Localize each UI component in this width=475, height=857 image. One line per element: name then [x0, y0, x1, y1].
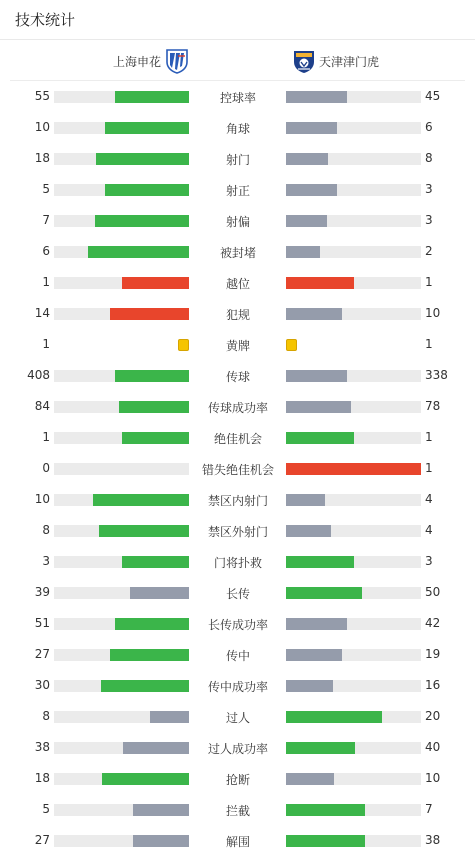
home-stat-value: 10 [34, 492, 50, 506]
stats-header [0, 0, 475, 40]
stat-label: 犯规 [225, 308, 250, 322]
home-stat-bar [99, 525, 189, 537]
home-stat-bar [133, 804, 189, 816]
stat-label: 禁区外射门 [207, 525, 268, 539]
home-stat-bar-track [54, 215, 189, 227]
away-stat-bar [286, 618, 347, 630]
home-stat-bar-track [54, 556, 189, 568]
stat-row [0, 423, 475, 454]
stat-label: 长传成功率 [207, 618, 268, 632]
away-stat-bar-track [286, 463, 421, 475]
home-stat-bar [88, 246, 189, 258]
away-stat-bar [286, 463, 421, 475]
away-stat-value: 3 [425, 182, 433, 196]
stat-label: 过人成功率 [207, 742, 268, 756]
home-stat-value: 51 [34, 616, 50, 630]
away-stat-bar-track [286, 711, 421, 723]
teams-header [10, 40, 465, 81]
home-stat-bar [122, 556, 190, 568]
stat-row [0, 609, 475, 640]
home-stat-bar-track [54, 742, 189, 754]
stat-label: 传中 [225, 649, 250, 663]
home-stat-bar [122, 432, 190, 444]
stat-row [0, 113, 475, 144]
home-stat-bar [101, 680, 189, 692]
home-stat-bar-track [54, 618, 189, 630]
stat-label: 过人 [225, 711, 250, 725]
away-stat-bar [286, 494, 325, 506]
stat-label: 角球 [225, 122, 250, 136]
away-stat-bar [286, 308, 342, 320]
home-stat-bar-track [54, 463, 189, 475]
away-stat-bar-track [286, 618, 421, 630]
away-stat-bar-track [286, 184, 421, 196]
stat-label: 禁区内射门 [207, 494, 268, 508]
away-stat-bar-track [286, 308, 421, 320]
away-stat-bar [286, 122, 337, 134]
away-stat-bar [286, 184, 337, 196]
away-stat-bar [286, 773, 334, 785]
home-stat-value: 5 [42, 182, 50, 196]
away-stat-bar [286, 91, 347, 103]
home-stat-value: 10 [34, 120, 50, 134]
home-yellow-card-icon [178, 339, 189, 351]
home-stat-bar-track [54, 184, 189, 196]
away-stat-value: 10 [425, 771, 441, 785]
away-stat-value: 4 [425, 492, 433, 506]
away-stat-bar-track [286, 494, 421, 506]
away-stat-value: 38 [425, 833, 441, 847]
home-stat-bar [133, 835, 189, 847]
stat-label: 被封堵 [219, 246, 256, 260]
home-stat-value: 1 [42, 337, 50, 351]
home-stat-bar-track [54, 835, 189, 847]
stat-row [0, 330, 475, 361]
away-stat-bar [286, 401, 351, 413]
stat-label: 越位 [225, 277, 250, 291]
away-stat-bar [286, 587, 362, 599]
stat-row [0, 485, 475, 516]
stat-row [0, 702, 475, 733]
away-stat-value: 6 [425, 120, 433, 134]
stat-row [0, 640, 475, 671]
away-stat-bar [286, 153, 328, 165]
away-stat-value: 3 [425, 554, 433, 568]
home-stat-value: 1 [42, 275, 50, 289]
away-stat-value: 45 [425, 89, 441, 103]
home-stat-value: 27 [34, 647, 50, 661]
away-stat-value: 10 [425, 306, 441, 320]
home-stat-bar-track [54, 680, 189, 692]
away-stat-bar [286, 215, 327, 227]
away-stat-bar [286, 711, 382, 723]
home-stat-value: 5 [42, 802, 50, 816]
stat-row [0, 268, 475, 299]
stat-label: 抢断 [225, 773, 250, 787]
away-stat-bar [286, 835, 365, 847]
away-stat-bar [286, 804, 365, 816]
stat-row [0, 392, 475, 423]
stat-row [0, 299, 475, 330]
home-stat-bar [95, 215, 190, 227]
stat-row [0, 764, 475, 795]
away-stat-bar-track [286, 649, 421, 661]
home-stat-bar [123, 742, 189, 754]
home-stat-value: 3 [42, 554, 50, 568]
home-stat-value: 14 [34, 306, 50, 320]
stat-row [0, 175, 475, 206]
home-stat-bar [96, 153, 189, 165]
away-stat-bar-track [286, 215, 421, 227]
away-stat-value: 2 [425, 244, 433, 258]
home-stat-bar [102, 773, 189, 785]
away-stat-bar-track [286, 556, 421, 568]
away-stat-value: 19 [425, 647, 441, 661]
stat-row [0, 206, 475, 237]
home-stat-value: 408 [27, 368, 50, 382]
home-team-name: 上海申花 [113, 55, 162, 69]
tianjin-jinmen-tiger-crest-icon [292, 48, 316, 74]
away-stat-bar-track [286, 91, 421, 103]
stat-row [0, 82, 475, 113]
home-stat-bar-track [54, 370, 189, 382]
away-stat-value: 3 [425, 213, 433, 227]
away-stat-value: 7 [425, 802, 433, 816]
home-stat-value: 8 [42, 709, 50, 723]
stat-row [0, 547, 475, 578]
stat-row [0, 454, 475, 485]
stat-label: 射正 [225, 184, 250, 198]
away-stat-value: 78 [425, 399, 441, 413]
stat-label: 长传 [225, 587, 250, 601]
home-stat-value: 8 [42, 523, 50, 537]
away-stat-bar-track [286, 742, 421, 754]
away-stat-value: 50 [425, 585, 441, 599]
away-stat-bar-track [286, 773, 421, 785]
stat-row [0, 361, 475, 392]
away-stat-bar [286, 370, 347, 382]
home-stat-bar-track [54, 711, 189, 723]
stat-label: 传中成功率 [207, 680, 268, 694]
away-stat-bar-track [286, 804, 421, 816]
away-stat-bar [286, 525, 331, 537]
stat-label: 绝佳机会 [213, 432, 262, 446]
stat-row [0, 516, 475, 547]
away-stat-bar [286, 432, 354, 444]
home-stat-bar-track [54, 308, 189, 320]
home-stat-bar [93, 494, 189, 506]
home-stat-value: 39 [34, 585, 50, 599]
home-stat-bar-track [54, 122, 189, 134]
home-stat-bar [105, 122, 189, 134]
away-stat-bar [286, 556, 354, 568]
away-stat-bar-track [286, 122, 421, 134]
away-stat-value: 42 [425, 616, 441, 630]
shanghai-shenhua-crest-icon [165, 48, 189, 74]
home-stat-bar-track [54, 91, 189, 103]
away-team-name: 天津津门虎 [319, 55, 380, 69]
home-stat-value: 30 [34, 678, 50, 692]
home-stat-bar [110, 308, 189, 320]
stat-row [0, 733, 475, 764]
home-stat-bar [115, 618, 189, 630]
home-stat-bar [115, 370, 189, 382]
stat-label: 黄牌 [225, 339, 250, 353]
home-stat-bar [122, 277, 190, 289]
home-stat-value: 38 [34, 740, 50, 754]
home-stat-bar-track [54, 804, 189, 816]
home-stat-value: 6 [42, 244, 50, 258]
away-stat-bar [286, 246, 320, 258]
stat-label: 门将扑救 [213, 556, 262, 570]
home-stat-bar-track [54, 525, 189, 537]
home-stat-value: 18 [34, 151, 50, 165]
away-stat-value: 4 [425, 523, 433, 537]
home-stat-value: 55 [34, 89, 50, 103]
stat-label: 射偏 [225, 215, 250, 229]
home-stat-value: 18 [34, 771, 50, 785]
away-stat-bar-track [286, 401, 421, 413]
home-stat-value: 7 [42, 213, 50, 227]
home-stat-bar-track [54, 494, 189, 506]
page-title: 技术统计 [15, 11, 76, 29]
away-stat-bar-track [286, 587, 421, 599]
home-stat-bar-track [54, 401, 189, 413]
stat-label: 传球 [225, 370, 250, 384]
away-stat-value: 338 [425, 368, 448, 382]
stat-label: 射门 [225, 153, 250, 167]
away-stat-value: 16 [425, 678, 441, 692]
away-stat-bar [286, 277, 354, 289]
away-stat-bar-track [286, 680, 421, 692]
stat-row [0, 578, 475, 609]
away-stat-value: 1 [425, 275, 433, 289]
home-stat-value: 84 [34, 399, 50, 413]
away-stat-value: 1 [425, 430, 433, 444]
away-stat-bar-track [286, 835, 421, 847]
away-stat-bar [286, 742, 355, 754]
home-stat-value: 1 [42, 430, 50, 444]
home-stat-bar [130, 587, 189, 599]
home-stat-bar-track [54, 587, 189, 599]
home-stat-bar [105, 184, 189, 196]
stat-label: 控球率 [219, 91, 256, 105]
stat-row [0, 144, 475, 175]
stat-label: 传球成功率 [207, 401, 268, 415]
home-stat-bar-track [54, 649, 189, 661]
away-stat-value: 40 [425, 740, 441, 754]
away-stat-value: 8 [425, 151, 433, 165]
stat-row [0, 795, 475, 826]
home-stat-bar-track [54, 153, 189, 165]
home-stat-bar-track [54, 432, 189, 444]
away-stat-bar-track [286, 370, 421, 382]
home-stat-value: 0 [42, 461, 50, 475]
away-stat-bar [286, 680, 333, 692]
home-stat-bar-track [54, 277, 189, 289]
stat-row [0, 671, 475, 702]
away-stat-bar-track [286, 432, 421, 444]
away-stat-value: 1 [425, 461, 433, 475]
stat-label: 错失绝佳机会 [201, 463, 274, 477]
home-stat-bar [110, 649, 189, 661]
stats-list [0, 82, 475, 857]
away-stat-bar [286, 649, 342, 661]
stat-label: 解围 [225, 835, 250, 849]
home-stat-bar-track [54, 773, 189, 785]
home-stat-bar-track [54, 246, 189, 258]
away-stat-bar-track [286, 277, 421, 289]
away-stat-bar-track [286, 246, 421, 258]
away-stat-value: 1 [425, 337, 433, 351]
away-yellow-card-icon [286, 339, 297, 351]
home-stat-bar [115, 91, 189, 103]
away-stat-bar-track [286, 153, 421, 165]
stat-row [0, 237, 475, 268]
away-stat-bar-track [286, 525, 421, 537]
stat-label: 拦截 [225, 804, 250, 818]
home-stat-value: 27 [34, 833, 50, 847]
away-stat-value: 20 [425, 709, 441, 723]
stat-row [0, 826, 475, 857]
home-stat-bar [119, 401, 189, 413]
home-stat-bar [150, 711, 189, 723]
